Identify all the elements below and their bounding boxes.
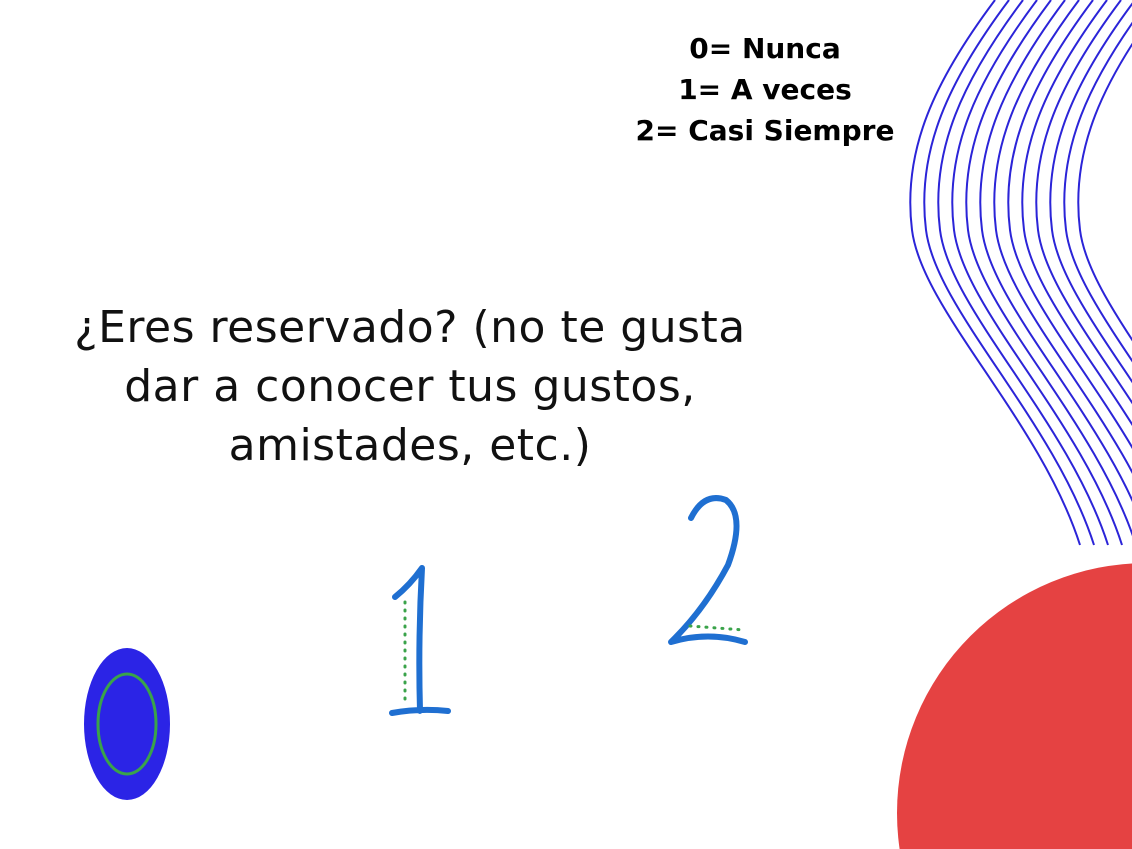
option-one[interactable]: [392, 568, 448, 713]
two-stroke: [671, 498, 745, 642]
question-text: ¿Eres reservado? (no te gusta dar a conocer tus gustos, amistades, etc.): [74, 302, 746, 471]
one-stroke: [392, 568, 448, 713]
two-trace: [690, 626, 744, 630]
option-two[interactable]: [671, 498, 745, 642]
legend-item-casi-siempre: 2= Casi Siempre: [635, 114, 895, 147]
option-zero[interactable]: [84, 648, 170, 800]
legend-item-a-veces: 1= A veces: [678, 73, 852, 106]
legend-item-nunca: 0= Nunca: [689, 32, 841, 65]
